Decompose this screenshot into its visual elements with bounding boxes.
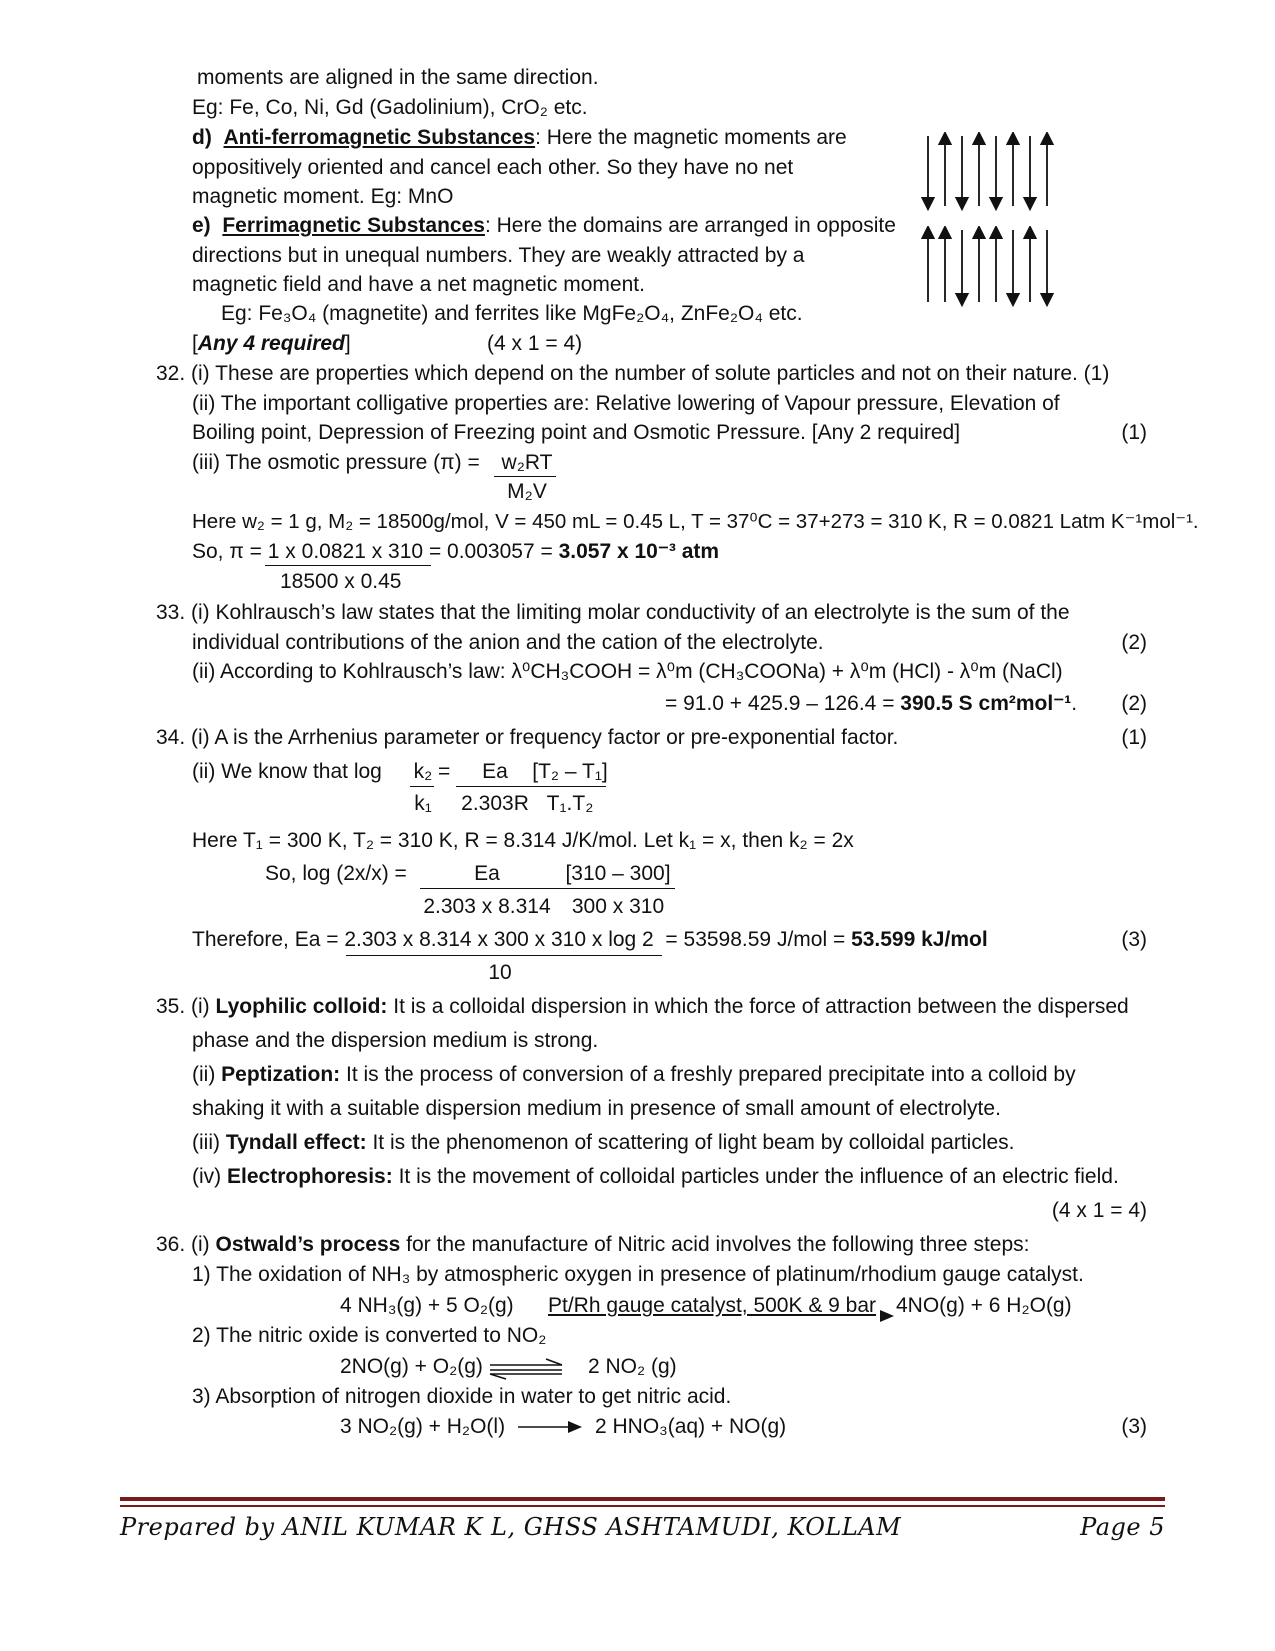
- q36-step3: 3) Absorption of nitrogen dioxide in water to get nitric acid.: [192, 1385, 732, 1408]
- q36-step2-products: 2 NO₂ (g): [588, 1355, 677, 1378]
- q34-therefore-numerator: 2.303 x 8.314 x 300 x 310 x log 2: [344, 928, 654, 951]
- q34-therefore-answer: 53.599 kJ/mol: [851, 928, 988, 951]
- q35-iv-term: Electrophoresis:: [227, 1165, 393, 1188]
- q32-ii-marks: (1): [1121, 421, 1147, 444]
- q35-i-lead: 35. (i): [156, 995, 210, 1018]
- q31-d-line3: magnetic moment. Eg: MnO: [192, 185, 454, 208]
- q33-ii-line1: (ii) According to Kohlrausch’s law: λ⁰CH₃COOH = λ⁰m (CH₃COONa) + λ⁰m (HCl) - λ⁰m (NaCl): [192, 660, 1063, 683]
- q34-ii-equals: =: [438, 760, 451, 783]
- q31-c-example: Eg: Fe, Co, Ni, Gd (Gadolinium), CrO₂ etc.: [192, 96, 588, 119]
- q36-intro: [156, 1233, 1029, 1257]
- q34-so-bar: [420, 888, 675, 889]
- footer-author: Prepared by ANIL KUMAR K L, GHSS ASHTAMUDI, KOLLAM: [120, 1513, 902, 1541]
- q35-i-line1: [156, 995, 1129, 1019]
- q32-so: [192, 540, 719, 564]
- q32-so-answer: 3.057 x 10⁻³ atm: [558, 540, 720, 563]
- q31-d-line2: oppositively oriented and cancel each other. So they have no net: [192, 156, 794, 179]
- q31-e-line1: [192, 214, 896, 238]
- q31-e-title: Ferrimagnetic Substances: [222, 214, 485, 237]
- q34-so-t-den: 300 x 310: [571, 895, 665, 918]
- q34-ii-t-num: [T₂ – T₁]: [532, 760, 608, 783]
- q31-d-title: Anti-ferromagnetic Substances: [223, 126, 536, 149]
- q35-iii: [192, 1131, 1015, 1155]
- q36-step1-arrowhead: [880, 1310, 894, 1322]
- q34-ii-k1: k₁: [414, 792, 432, 815]
- q33-ii-dot: .: [1071, 692, 1078, 715]
- q36-step2-reactants: 2NO(g) + O₂(g): [340, 1355, 483, 1378]
- q34-ii-prefix: (ii) We know that log: [192, 760, 382, 783]
- q33-i-line2: individual contributions of the anion and the cation of the electrolyte.: [192, 631, 824, 654]
- q31-e-line2: directions but in unequal numbers. They are weakly attracted by a: [192, 244, 805, 267]
- q34-ii-k2: k₂: [413, 760, 433, 783]
- q34-so-ea: Ea: [474, 862, 500, 885]
- q35-iii-text: It is the phenomenon of scattering of light beam by colloidal particles.: [372, 1131, 1015, 1154]
- q34-i-marks: (1): [1121, 726, 1147, 749]
- q36-step3-products: 2 HNO₃(aq) + NO(g): [595, 1415, 787, 1438]
- q36-step1-reactants: 4 NH₃(g) + 5 O₂(g): [340, 1294, 514, 1317]
- q34-ii-ea: Ea: [482, 760, 508, 783]
- q32-so-fraction-bar: [265, 565, 431, 566]
- q35-iv: [192, 1165, 1119, 1189]
- footer-rule-thin: [120, 1505, 1165, 1507]
- q32-ii-line2: Boiling point, Depression of Freezing point and Osmotic Pressure. [Any 2 required]: [192, 421, 961, 444]
- q32-so-numerator: 1 x 0.0821 x 310: [267, 540, 424, 563]
- q35-ii-line2: shaking it with a suitable dispersion medium in presence of small amount of electrolyte.: [192, 1097, 1001, 1120]
- q34-here: Here T₁ = 300 K, T₂ = 310 K, R = 8.314 J/K/mol. Let k₁ = x, then k₂ = 2x: [192, 829, 854, 852]
- q35-i-term: Lyophilic colloid:: [215, 995, 388, 1018]
- q35-ii-lead: (ii): [192, 1063, 216, 1086]
- q34-ii-t-den: T₁.T₂: [546, 792, 594, 815]
- q32-iii-prefix: (iii) The osmotic pressure (π) =: [192, 451, 480, 474]
- q32-iii-numerator: w₂RT: [501, 451, 553, 474]
- q31-marks: (4 x 1 = 4): [487, 332, 583, 355]
- q34-therefore-equals: = 53598.59 J/mol =: [665, 928, 846, 951]
- q34-i: 34. (i) A is the Arrhenius parameter or frequency factor or pre-exponential factor.: [156, 726, 899, 749]
- q34-therefore: [192, 928, 988, 952]
- q31-e-label: e): [192, 214, 211, 237]
- q36-step3-arrow: [518, 1420, 584, 1434]
- q36-lead: 36. (i): [156, 1233, 210, 1256]
- q36-step2-equilibrium-arrow: [488, 1357, 566, 1381]
- q34-so-prefix: So, log (2x/x) =: [265, 862, 407, 885]
- q34-ii-r: 2.303R: [461, 792, 529, 815]
- q33-i-marks: (2): [1121, 631, 1147, 654]
- q35-ii-term: Peptization:: [221, 1063, 341, 1086]
- q36-marks: (3): [1121, 1415, 1147, 1438]
- q31-note-text: Any 4 required: [197, 332, 345, 355]
- q35-ii-line1: [192, 1063, 1076, 1087]
- q35-iii-term: Tyndall effect:: [225, 1131, 367, 1154]
- q32-so-denominator: 18500 x 0.45: [280, 570, 402, 593]
- q32-i: 32. (i) These are properties which depend on the number of solute particles and not on their nature. (1): [156, 362, 1110, 385]
- q34-therefore-bar: [346, 955, 662, 956]
- q32-iii-fraction-bar: [494, 476, 556, 477]
- q33-ii-answer: 390.5 S cm²mol⁻¹: [900, 692, 1072, 715]
- q31-c-tail: moments are aligned in the same direction.: [197, 66, 599, 89]
- q33-ii-calc: = 91.0 + 425.9 – 126.4 =: [665, 692, 895, 715]
- q32-so-equals: = 0.003057 =: [428, 540, 553, 563]
- q36-step1-conditions: Pt/Rh gauge catalyst, 500K & 9 bar: [548, 1294, 877, 1317]
- q31-note: [Any 4 required]: [192, 332, 351, 355]
- q36-step1: 1) The oxidation of NH₃ by atmospheric oxygen in presence of platinum/rhodium gauge catalyst.: [192, 1263, 1084, 1286]
- q34-therefore-denominator: 10: [488, 961, 512, 984]
- q32-iii-denominator: M₂V: [507, 480, 547, 503]
- q35-iii-lead: (iii): [192, 1131, 220, 1154]
- q34-ii-ea-bar: [456, 786, 606, 787]
- q31-e-example: Eg: Fe₃O₄ (magnetite) and ferrites like MgFe₂O₄, ZnFe₂O₄ etc.: [221, 302, 803, 325]
- q36-text: for the manufacture of Nitric acid involves the following three steps:: [406, 1233, 1030, 1256]
- q35-marks: (4 x 1 = 4): [1051, 1199, 1147, 1222]
- q35-iv-text: It is the movement of colloidal particles under the influence of an electric field.: [398, 1165, 1119, 1188]
- q32-here: Here w₂ = 1 g, M₂ = 18500g/mol, V = 450 mL = 0.45 L, T = 37⁰C = 37+273 = 310 K, R = 0.0821 Latm K⁻¹mol⁻¹.: [192, 510, 1199, 533]
- footer-rule-thick: [120, 1497, 1165, 1501]
- q32-ii-line1: (ii) The important colligative properties are: Relative lowering of Vapour pressure, Elevation of: [192, 392, 1060, 415]
- q34-so-t-num: [310 – 300]: [565, 862, 671, 885]
- q33-ii-line2: [665, 692, 1077, 716]
- q31-d-line1: [192, 126, 847, 150]
- q35-i-line2: phase and the dispersion medium is strong.: [192, 1029, 599, 1052]
- footer-page-number: Page 5: [1080, 1513, 1165, 1541]
- q35-i-text: It is a colloidal dispersion in which the force of attraction between the dispersed: [393, 995, 1129, 1018]
- q31-e-text1: : Here the domains are arranged in opposite: [484, 214, 896, 237]
- q31-d-label: d): [192, 126, 212, 149]
- q34-therefore-prefix: Therefore, Ea =: [192, 928, 339, 951]
- q33-i-line1: 33. (i) Kohlrausch’s law states that the limiting molar conductivity of an electrolyte is the sum of the: [156, 601, 1070, 624]
- q33-ii-marks: (2): [1121, 692, 1147, 715]
- q36-step3-reactants: 3 NO₂(g) + H₂O(l): [340, 1415, 506, 1438]
- q35-ii-text: It is the process of conversion of a freshly prepared precipitate into a colloid by: [346, 1063, 1076, 1086]
- q34-so-r: 2.303 x 8.314: [423, 895, 551, 918]
- q31-e-line3: magnetic field and have a net magnetic moment.: [192, 273, 645, 296]
- q36-step2: 2) The nitric oxide is converted to NO₂: [192, 1324, 547, 1347]
- q32-so-prefix: So, π =: [192, 540, 262, 563]
- antiferromagnetic-arrows-diagram: [920, 132, 1070, 212]
- q36-term: Ostwald’s process: [215, 1233, 401, 1256]
- q36-step1-products: 4NO(g) + 6 H₂O(g): [896, 1294, 1072, 1317]
- q31-d-text1: : Here the magnetic moments are: [535, 126, 847, 149]
- q34-therefore-marks: (3): [1121, 928, 1147, 951]
- q34-ii-k-bar: [410, 786, 434, 787]
- q35-iv-lead: (iv): [192, 1165, 222, 1188]
- ferrimagnetic-arrows-diagram: [920, 226, 1070, 308]
